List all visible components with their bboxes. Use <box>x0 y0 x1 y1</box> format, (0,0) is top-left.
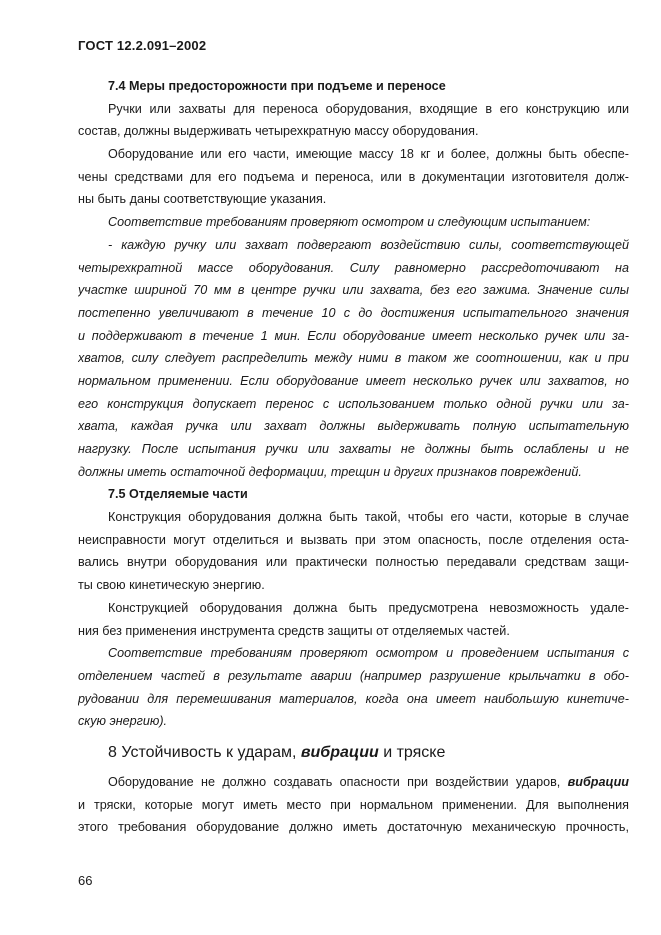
section-8-line-1-text: Оборудование не должно создавать опасности при воздействии ударов, <box>108 774 568 789</box>
document-body <box>78 75 629 839</box>
section-8-line-2: и тряски, которые могут иметь место при нормальном применении. Для выполнения <box>78 797 629 812</box>
text-line: нагрузку. После испытания ручки или захваты не должны быть ослаблены и не <box>78 442 629 456</box>
text-line: ны быть даны соответствующие указания. <box>78 192 327 207</box>
text-line: ния без применения инструмента средств защиты от отделяемых частей. <box>78 623 510 638</box>
subsection-heading: 7.5 Отделяемые части <box>108 487 248 502</box>
text-line: Конструкция оборудования должна быть такой, чтобы его части, которые в случае <box>108 510 629 525</box>
section-8-line-3: этого требования оборудование должно иметь достаточную механическую прочность, <box>78 820 629 835</box>
section-8-heading <box>78 735 629 771</box>
text-line: вались внутри оборудования или практически полностью передавали средствам защи- <box>78 555 629 570</box>
text-line: постепенно увеличивают в течение 10 с до достижения испытательного значения <box>78 305 629 320</box>
text-line: отделением частей в результате аварии (например разрушение крыльчатки в обо- <box>78 668 629 683</box>
text-line: и поддерживают в течение 1 мин. Если оборудование имеет несколько ручек или за- <box>78 328 629 343</box>
text-lines <box>78 75 629 733</box>
section-8-title-emphasis: вибрации <box>300 743 379 761</box>
text-line: хвата, каждая ручка или захват должны выдерживать полную испытательную <box>78 419 629 434</box>
text-line: участке шириной 70 мм в центре ручки или захвата, без его зажима. Значение силы <box>78 283 629 298</box>
text-line: должны иметь остаточной деформации, трещин и других признаков повреждений. <box>78 464 582 479</box>
page-number: 66 <box>78 873 93 888</box>
section-8-line-1 <box>78 771 629 794</box>
text-line: Соответствие требованиям проверяют осмотром и следующим испытанием: <box>108 215 591 230</box>
section-8-line-1-emphasis: вибрации <box>567 774 629 789</box>
text-line: состав, должны выдерживать четырехкратную массу оборудования. <box>78 124 479 139</box>
text-line: чены средствами для его подъема и переноса, или в документации изготовителя долж- <box>78 169 629 184</box>
section-8-title-end: и тряске <box>378 743 446 761</box>
text-line: - каждую ручку или захват подвергают воздействию силы, соответствующей <box>108 237 629 252</box>
text-line: четырехкратной массе оборудования. Силу равномерно рассредоточивают на <box>78 260 629 275</box>
text-line: Соответствие требованиям проверяют осмотром и проведением испытания с <box>108 646 629 661</box>
standard-header: ГОСТ 12.2.091–2002 <box>78 38 207 53</box>
text-line: рудовании для перемешивания материалов, когда она имеет наибольшую кинетиче- <box>78 691 629 706</box>
text-line: неисправности могут отделиться и вызвать при этом опасность, после отделения оста- <box>78 532 629 547</box>
text-line: ты свою кинетическую энергию. <box>78 578 265 593</box>
subsection-heading: 7.4 Меры предосторожности при подъеме и переносе <box>108 79 446 93</box>
text-line: хватов, силу следует распределить между ними в таком же соотношении, как и при <box>78 351 629 366</box>
text-line: Оборудование или его части, имеющие массу 18 кг и более, должны быть обеспе- <box>108 147 629 162</box>
section-8-title-start: 8 Устойчивость к ударам, <box>108 743 301 761</box>
text-line: нормальном применении. Если оборудование имеет несколько ручек или захватов, но <box>78 373 629 388</box>
text-line: скую энергию). <box>78 714 168 729</box>
text-line: Конструкцией оборудования должна быть предусмотрена невозможность удале- <box>108 600 629 615</box>
text-line: Ручки или захваты для переноса оборудования, входящие в его конструкцию или <box>108 101 629 116</box>
text-line: его конструкция допускает перенос с использованием только одной ручки или за- <box>78 396 629 411</box>
